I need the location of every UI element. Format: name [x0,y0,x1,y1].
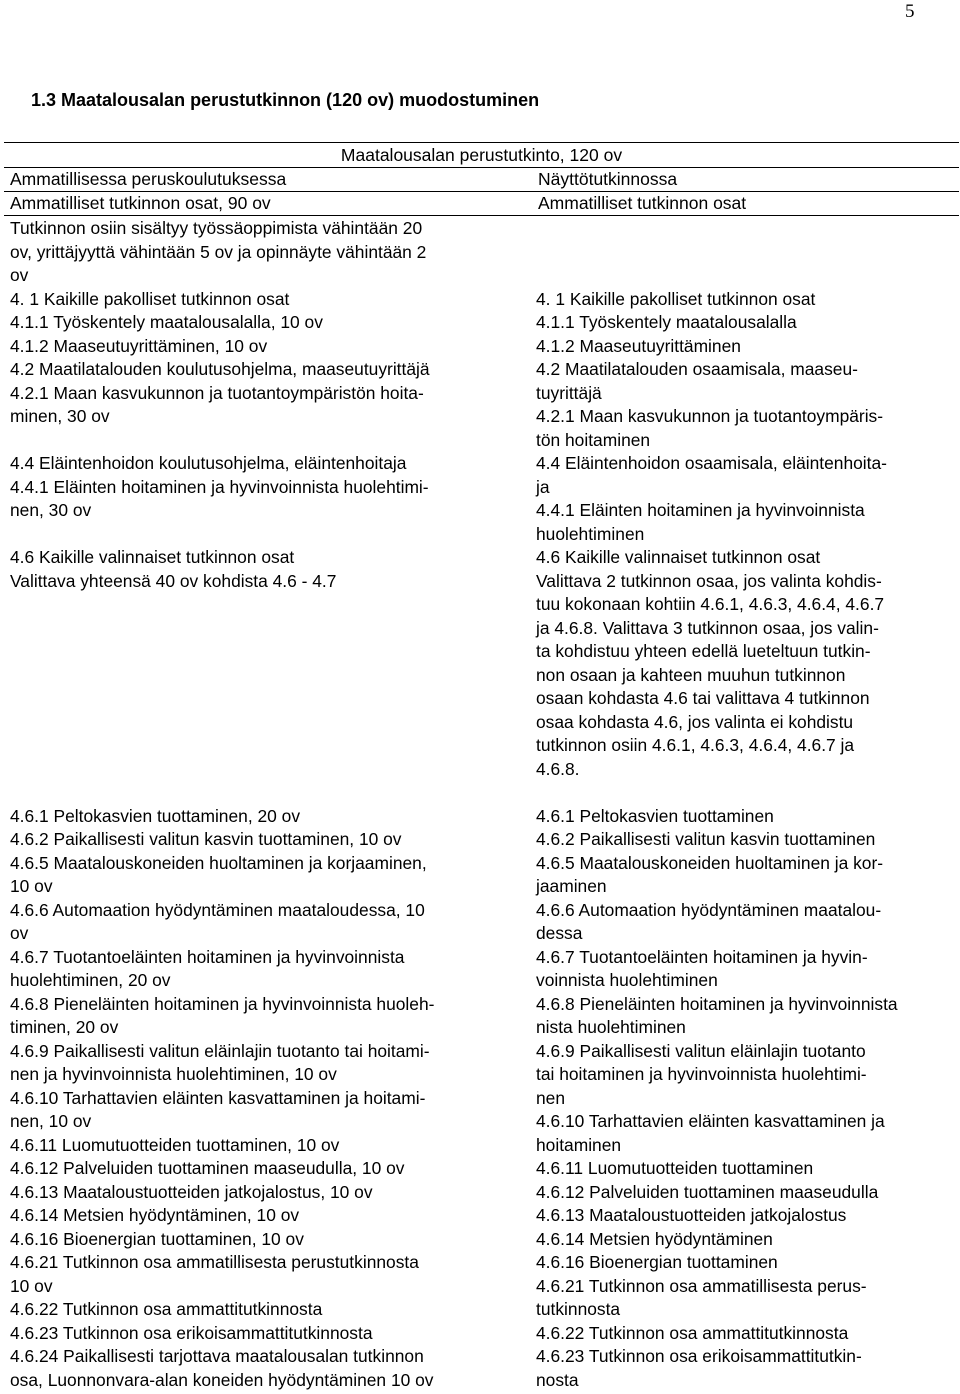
table-subheader-row [4,192,959,216]
right-column-line: 4.6.23 Tutkinnon osa erikoisammattitutkin- [536,1346,862,1366]
right-column-line: 4.6.11 Luomutuotteiden tuottaminen [536,1158,814,1178]
right-column-line: Valittava 2 tutkinnon osaa, jos valinta kohdis- [536,570,882,591]
right-column-line: nista huolehtiminen [536,1017,686,1037]
left-column-line: 4.4.1 Eläinten hoitaminen ja hyvinvoinnista huolehtimi- [10,476,429,497]
left-column-body [10,217,510,1392]
left-column-line: 10 ov [10,1275,53,1296]
right-column-line: 4.6.22 Tutkinnon osa ammattitutkinnosta [536,1322,849,1343]
right-column-line: tuu kokonaan kohtiin 4.6.1, 4.6.3, 4.6.4, 4.6.7 [536,594,885,614]
right-column-line [536,781,956,805]
left-column-line: 4.1.1 Työskentely maatalousalalla, 10 ov [10,312,323,332]
right-column-header: Näyttötutkinnossa [538,169,678,189]
left-column-line: 4.6.6 Automaation hyödyntäminen maataloudessa, 10 [10,899,425,920]
right-column-line [536,217,956,241]
left-column-line: 4.1.2 Maaseutuyrittäminen, 10 ov [10,335,268,356]
table-header-row [4,168,959,192]
left-column-line [10,781,510,805]
right-column-line: 4.6.21 Tutkinnon osa ammatillisesta perus- [536,1275,867,1296]
right-column-line: 4.6.7 Tuotantoeläinten hoitaminen ja hyvin- [536,946,868,967]
left-column-line: 4.6.1 Peltokasvien tuottaminen, 20 ov [10,805,301,826]
left-column-line: Valittava yhteensä 40 ov kohdista 4.6 - 4.7 [10,570,337,591]
right-column-line: 4.6.2 Paikallisesti valitun kasvin tuottaminen [536,829,876,849]
left-column-line: 4.6.22 Tutkinnon osa ammattitutkinnosta [10,1299,323,1319]
left-column-header: Ammatillisessa peruskoulutuksessa [10,169,287,189]
right-column-line: jaaminen [536,876,607,896]
page-number: 5 [905,1,915,22]
table-title: Maatalousalan perustutkinto, 120 ov [4,143,959,168]
left-column-line: osa, Luonnonvara-alan koneiden hyödyntäminen 10 ov [10,1369,434,1390]
right-column-line: huolehtiminen [536,523,645,544]
right-column-line: tai hoitaminen ja hyvinvoinnista huolehtimi- [536,1064,867,1084]
left-column-line: 4.6.12 Palveluiden tuottaminen maaseudulla, 10 ov [10,1158,405,1178]
left-column-line: minen, 30 ov [10,406,110,426]
left-column-line: 4.6.21 Tutkinnon osa ammatillisesta perustutkinnosta [10,1252,419,1272]
left-column-line: nen ja hyvinvoinnista huolehtiminen, 10 ov [10,1064,337,1084]
right-column-line: osaa kohdasta 4.6, jos valinta ei kohdistu [536,711,854,732]
left-column-line: 4. 1 Kaikille pakolliset tutkinnon osat [10,288,290,309]
right-column-line [536,264,956,288]
right-column-line: 4.6.10 Tarhattavien eläinten kasvattaminen ja [536,1111,885,1131]
left-column-line [10,593,510,617]
left-column-line [10,758,510,782]
left-column-line: 4.2.1 Maan kasvukunnon ja tuotantoympäristön hoita- [10,382,424,403]
right-column-line: tutkinnosta [536,1299,621,1319]
left-column-line: 4.6.24 Paikallisesti tarjottava maatalousalan tutkinnon [10,1346,424,1366]
left-column-line: 4.2 Maatilatalouden koulutusohjelma, maaseutuyrittäjä [10,359,430,379]
right-column-line: 4.4.1 Eläinten hoitaminen ja hyvinvoinnista [536,500,865,520]
left-column-line: 4.6.13 Maataloustuotteiden jatkojalostus, 10 ov [10,1181,373,1202]
right-column-line: 4.6.8. [536,758,580,779]
left-column-line: nen, 10 ov [10,1111,92,1131]
right-column-line: ja 4.6.8. Valittava 3 tutkinnon osaa, jos valin- [536,617,879,638]
left-column-line: 4.6.14 Metsien hyödyntäminen, 10 ov [10,1205,300,1225]
qualification-table [4,142,959,1390]
right-column-line: 4.2 Maatilatalouden osaamisala, maaseu- [536,359,858,379]
left-column-line: Tutkinnon osiin sisältyy työssäoppimista vähintään 20 [10,218,423,238]
left-column-line: ov [10,923,29,943]
right-column-line: 4.6.9 Paikallisesti valitun eläinlajin tuotanto [536,1040,866,1061]
right-column-line: 4.6.6 Automaation hyödyntäminen maatalou- [536,899,882,920]
left-column-line: 4.6.23 Tutkinnon osa erikoisammattitutkinnosta [10,1322,373,1343]
right-column-line: 4.6.16 Bioenergian tuottaminen [536,1252,778,1272]
right-column-body [536,217,956,1392]
right-column-line: ta kohdistuu yhteen edellä lueteltuun tutkin- [536,641,871,661]
left-column-line: nen, 30 ov [10,500,92,520]
left-column-line: 4.6 Kaikille valinnaiset tutkinnon osat [10,547,295,567]
right-column-line: osaan kohdasta 4.6 tai valittava 4 tutkinnon [536,688,870,708]
right-column-line: 4.6 Kaikille valinnaiset tutkinnon osat [536,547,821,567]
right-column-line: voinnista huolehtiminen [536,970,718,990]
left-column-line: 4.6.16 Bioenergian tuottaminen, 10 ov [10,1228,304,1249]
right-column-line: 4.1.2 Maaseutuyrittäminen [536,335,741,356]
right-column-line: hoitaminen [536,1134,622,1155]
left-column-line: ov [10,265,29,285]
right-column-line: 4. 1 Kaikille pakolliset tutkinnon osat [536,288,816,309]
left-column-line: ov, yrittäjyyttä vähintään 5 ov ja opinnäyte vähintään 2 [10,241,427,262]
right-column-line: 4.6.12 Palveluiden tuottaminen maaseudulla [536,1181,879,1202]
right-column-line: 4.6.8 Pieneläinten hoitaminen ja hyvinvoinnista [536,993,898,1014]
left-column-line: 4.6.8 Pieneläinten hoitaminen ja hyvinvoinnista huoleh- [10,993,435,1014]
left-column-line [10,523,510,547]
left-column-line: 10 ov [10,876,53,896]
left-column-line: 4.6.7 Tuotantoeläinten hoitaminen ja hyvinvoinnista [10,946,405,967]
left-column-line [10,687,510,711]
left-column-line [10,711,510,735]
left-column-line: huolehtiminen, 20 ov [10,970,171,990]
left-column-line [10,640,510,664]
right-column-line: tuyrittäjä [536,382,602,403]
left-column-subheader: Ammatilliset tutkinnon osat, 90 ov [10,193,271,213]
left-column-line [10,734,510,758]
left-column-line [10,617,510,641]
right-column-line: 4.6.14 Metsien hyödyntäminen [536,1228,773,1249]
right-column-subheader: Ammatilliset tutkinnon osat [538,193,747,213]
section-heading: 1.3 Maatalousalan perustutkinnon (120 ov) muodostuminen [31,90,540,110]
right-column-line: 4.1.1 Työskentely maatalousalalla [536,312,797,332]
right-column-line: 4.6.5 Maatalouskoneiden huoltaminen ja kor- [536,852,884,873]
right-column-line: tön hoitaminen [536,429,651,450]
left-column-line: 4.4 Eläintenhoidon koulutusohjelma, eläintenhoitaja [10,453,407,473]
right-column-line: tutkinnon osiin 4.6.1, 4.6.3, 4.6.4, 4.6.7 ja [536,735,855,755]
left-column-line: 4.6.9 Paikallisesti valitun eläinlajin tuotanto tai hoitami- [10,1040,430,1061]
right-column-line: nen [536,1087,566,1108]
left-column-line [10,664,510,688]
right-column-line: non osaan ja kahteen muuhun tutkinnon [536,664,846,685]
right-column-line: nosta [536,1369,579,1390]
right-column-line: 4.6.1 Peltokasvien tuottaminen [536,805,774,826]
right-column-line: dessa [536,923,583,943]
right-column-line: 4.2.1 Maan kasvukunnon ja tuotantoympäris- [536,406,884,426]
right-column-line [536,241,956,265]
right-column-line: 4.4 Eläintenhoidon osaamisala, eläintenhoita- [536,453,887,473]
right-column-line: ja [536,476,550,497]
left-column-line [10,429,510,453]
left-column-line: 4.6.10 Tarhattavien eläinten kasvattaminen ja hoitami- [10,1087,426,1108]
left-column-line: 4.6.5 Maatalouskoneiden huoltaminen ja korjaaminen, [10,852,427,873]
left-column-line: 4.6.2 Paikallisesti valitun kasvin tuottaminen, 10 ov [10,829,402,849]
left-column-line: timinen, 20 ov [10,1017,119,1037]
left-column-line: 4.6.11 Luomutuotteiden tuottaminen, 10 ov [10,1134,340,1155]
right-column-line: 4.6.13 Maataloustuotteiden jatkojalostus [536,1205,847,1225]
